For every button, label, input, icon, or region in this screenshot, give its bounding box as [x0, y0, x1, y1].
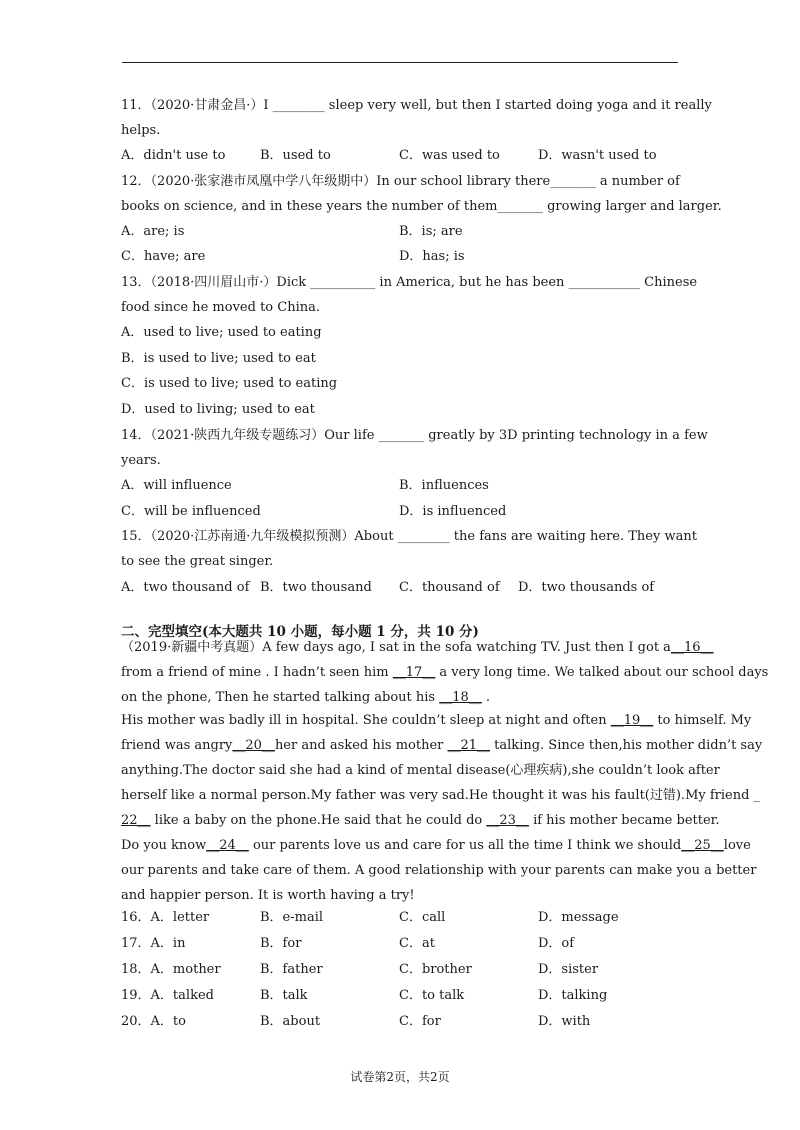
option-14-d: D．is influenced — [399, 504, 507, 519]
option-12-d: D．has; is — [399, 249, 465, 264]
option-16-b: B．e-mail — [260, 910, 324, 925]
passage-text: love — [723, 838, 751, 853]
question-text: In our school library there_______ a number of — [376, 174, 680, 189]
option-20-d: D．with — [538, 1014, 591, 1029]
question-text: Our life _______ greatly by 3D printing technology in a few — [324, 428, 708, 443]
option-18-d: D．sister — [538, 962, 599, 977]
passage-line-5 — [121, 738, 762, 754]
blank-18: __18__ — [439, 690, 482, 705]
blank-20: __20__ — [232, 738, 275, 753]
blank-21: __21__ — [447, 738, 491, 753]
question-source: （2020·江苏南通·九年级模拟预测） — [150, 529, 355, 544]
blank-19: __19__ — [610, 713, 654, 728]
question-source: （2021·陕西九年级专题练习） — [150, 428, 325, 443]
option-13-b: B．is used to live; used to eat — [121, 351, 316, 366]
blank-17: __17__ — [392, 665, 436, 680]
option-number: 19． — [121, 988, 151, 1003]
option-11-b: B．used to — [260, 148, 331, 163]
option-13-c: C．is used to live; used to eating — [121, 376, 338, 391]
option-16-d: D．message — [538, 910, 619, 925]
option-20-c: C．for — [399, 1014, 441, 1029]
option-row-20 — [121, 1014, 186, 1030]
page-footer: 试卷第2页，共2页 — [350, 1070, 450, 1084]
passage-line-1 — [121, 640, 713, 656]
passage-text: Do you know — [121, 838, 207, 853]
option-19-d: D．talking — [538, 988, 608, 1003]
question-source: （2018·四川眉山市·） — [150, 275, 277, 290]
passage-text: like a baby on the phone.He said that he could do — [150, 813, 487, 828]
passage-line-7: herself like a normal person.My father was very sad.He thought it was his fault(过错).My friend _ — [121, 788, 761, 803]
option-11-a: A．didn't use to — [121, 148, 226, 163]
question-number: 14． — [121, 428, 151, 443]
question-12-line-1 — [121, 174, 680, 190]
question-text: Dick __________ in America, but he has been ___________ Chinese — [276, 275, 698, 290]
blank-16: __16__ — [670, 640, 714, 655]
option-row-19 — [121, 988, 214, 1004]
blank-23: __23__ — [486, 813, 529, 828]
header-rule — [122, 62, 678, 63]
option-a: A．mother — [150, 962, 221, 977]
option-number: 16． — [121, 910, 151, 925]
option-14-b: B．influences — [399, 478, 489, 493]
option-17-b: B．for — [260, 936, 302, 951]
passage-line-11: and happier person. It is worth having a try! — [121, 888, 415, 903]
passage-line-4 — [121, 713, 751, 729]
passage-line-2 — [121, 665, 768, 681]
option-row-16 — [121, 910, 209, 926]
passage-text: if his mother became better. — [528, 813, 720, 828]
passage-text: . — [481, 690, 491, 705]
option-number: 17． — [121, 936, 151, 951]
option-number: 18． — [121, 962, 151, 977]
question-number: 12． — [121, 174, 151, 189]
question-source: （2020·甘肃金昌·） — [150, 98, 264, 113]
option-12-c: C．have; are — [121, 249, 206, 264]
option-15-a: A．two thousand of — [121, 580, 250, 595]
question-11-line-1 — [121, 98, 712, 114]
option-a: A．to — [150, 1014, 186, 1029]
passage-text: a very long time. We talked about our school days — [435, 665, 769, 680]
option-12-a: A．are; is — [121, 224, 185, 239]
option-15-d: D．two thousands of — [518, 580, 655, 595]
passage-text: on the phone, Then he started talking about his — [121, 690, 440, 705]
option-19-c: C．to talk — [399, 988, 465, 1003]
option-number: 20． — [121, 1014, 151, 1029]
option-14-a: A．will influence — [121, 478, 232, 493]
option-14-c: C．will be influenced — [121, 504, 261, 519]
option-15-c: C．thousand of — [399, 580, 500, 595]
passage-text: to himself. My — [653, 713, 752, 728]
passage-text: friend was angry — [121, 738, 233, 753]
question-number: 13． — [121, 275, 151, 290]
question-12-line-2: books on science, and in these years the number of them_______ growing larger and larger. — [121, 199, 722, 214]
passage-text: （2019·新疆中考真题）A few days ago, I sat in the sofa watching TV. Just then I got a — [121, 640, 671, 655]
option-18-c: C．brother — [399, 962, 472, 977]
question-13-line-2: food since he moved to China. — [121, 300, 320, 315]
passage-line-9 — [121, 838, 751, 854]
blank-24: __24__ — [206, 838, 249, 853]
question-text: I ________ sleep very well, but then I started doing yoga and it really — [263, 98, 712, 113]
section-title: 二、完型填空(本大题共 10 小题，每小题 1 分，共 10 分) — [121, 624, 479, 640]
blank-22: 22__ — [121, 813, 151, 828]
passage-text: His mother was badly ill in hospital. She couldn’t sleep at night and often — [121, 713, 611, 728]
question-number: 11． — [121, 98, 151, 113]
passage-text: from a friend of mine . I hadn’t seen him — [121, 665, 393, 680]
blank-25: __25__ — [681, 838, 724, 853]
question-14-line-1 — [121, 428, 708, 444]
passage-line-8 — [121, 813, 720, 829]
option-row-17 — [121, 936, 185, 952]
option-a: A．talked — [150, 988, 214, 1003]
passage-text: our parents love us and care for us all the time I think we should — [248, 838, 682, 853]
option-15-b: B．two thousand — [260, 580, 372, 595]
option-16-c: C．call — [399, 910, 446, 925]
option-13-a: A．used to live; used to eating — [121, 325, 322, 340]
passage-line-10: our parents and take care of them. A good relationship with your parents can make you a better — [121, 863, 757, 878]
passage-line-6: anything.The doctor said she had a kind of mental disease(心理疾病),she couldn’t look after — [121, 763, 720, 778]
option-18-b: B．father — [260, 962, 323, 977]
question-11-line-2: helps. — [121, 123, 161, 138]
passage-text: her and asked his mother — [274, 738, 448, 753]
option-20-b: B．about — [260, 1014, 321, 1029]
option-13-d: D．used to living; used to eat — [121, 402, 315, 417]
question-number: 15． — [121, 529, 151, 544]
question-13-line-1 — [121, 275, 697, 291]
option-17-d: D．of — [538, 936, 575, 951]
option-a: A．in — [150, 936, 186, 951]
option-11-d: D．wasn't used to — [538, 148, 657, 163]
option-a: A．letter — [150, 910, 210, 925]
question-14-line-2: years. — [121, 453, 161, 468]
question-source: （2020·张家港市凤凰中学八年级期中） — [150, 174, 377, 189]
option-19-b: B．talk — [260, 988, 308, 1003]
passage-text: talking. Since then,his mother didn’t say — [490, 738, 763, 753]
option-11-c: C．was used to — [399, 148, 500, 163]
option-12-b: B．is; are — [399, 224, 463, 239]
question-text: About ________ the fans are waiting here. They want — [354, 529, 697, 544]
passage-line-3 — [121, 690, 490, 706]
option-17-c: C．at — [399, 936, 435, 951]
option-row-18 — [121, 962, 221, 978]
question-15-line-1 — [121, 529, 697, 545]
question-15-line-2: to see the great singer. — [121, 554, 274, 569]
